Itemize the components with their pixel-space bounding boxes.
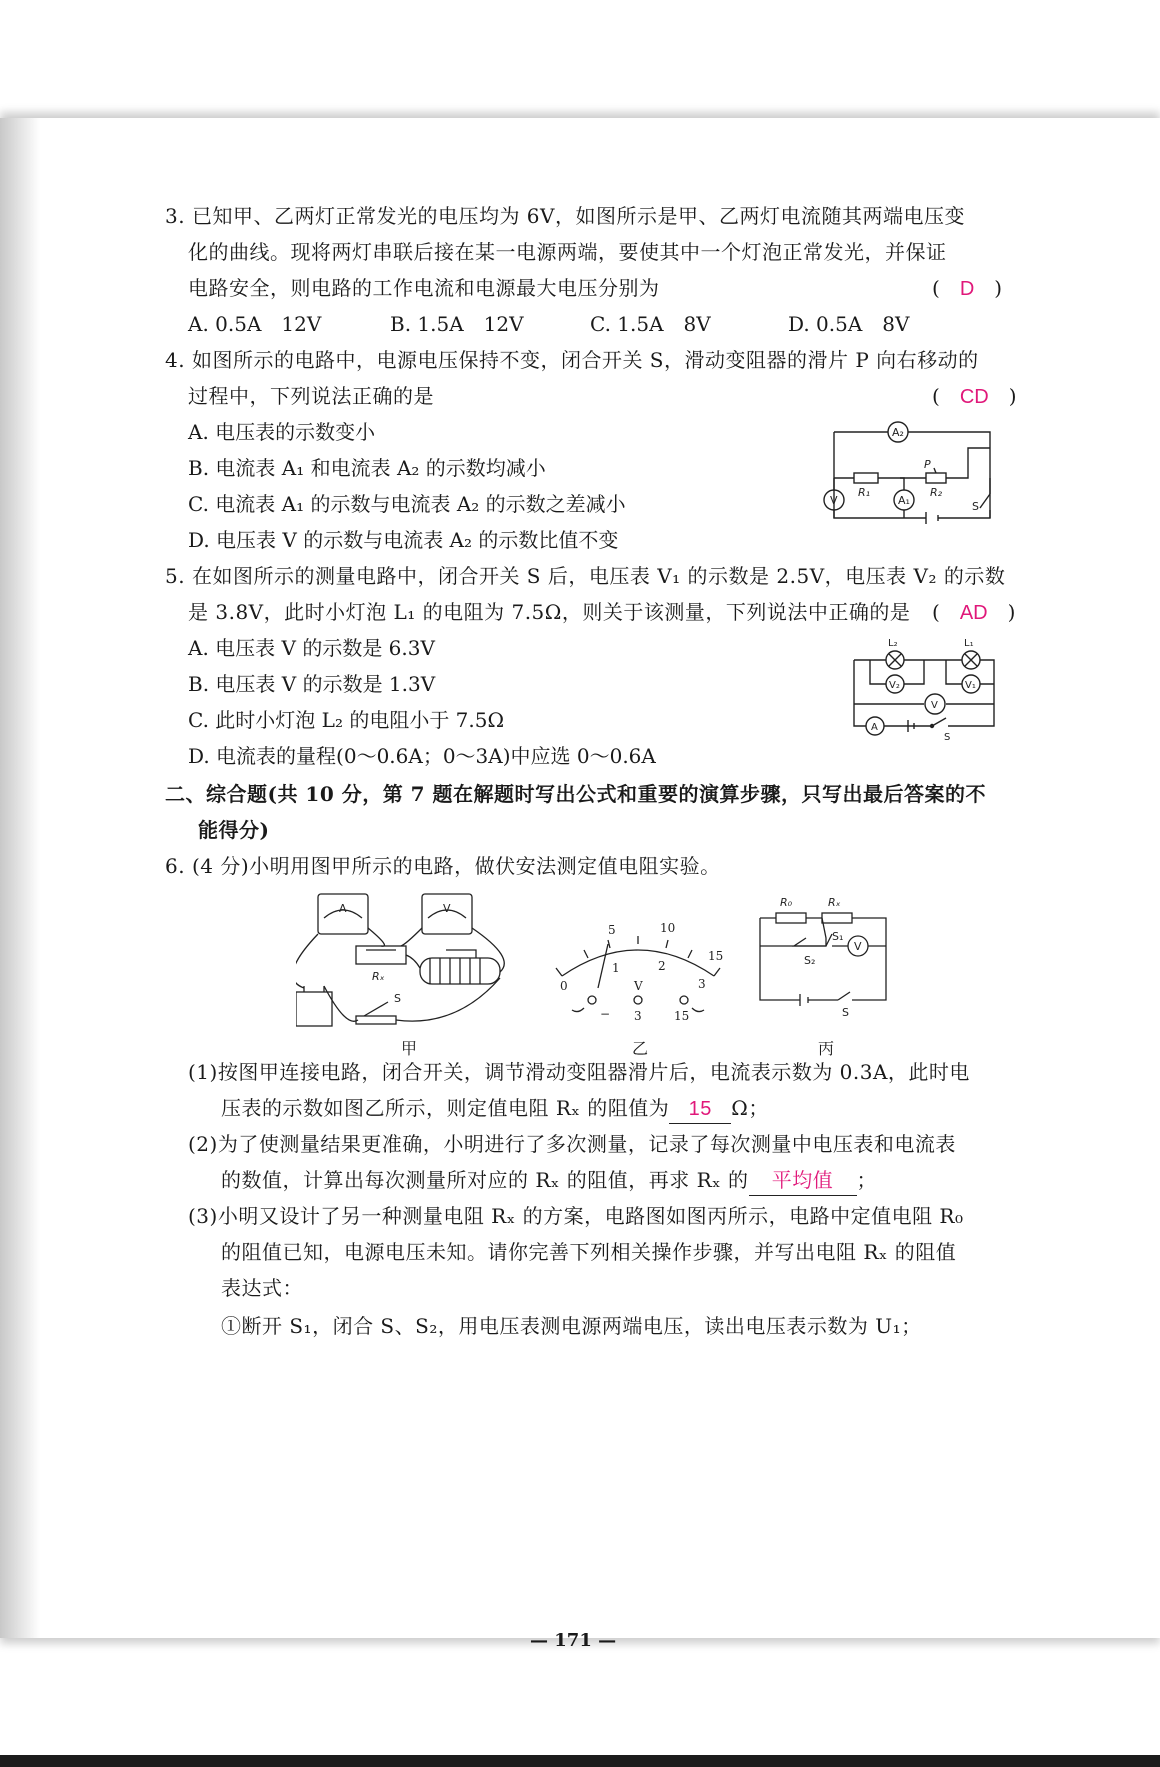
q6-part2-line2-end: ； xyxy=(856,1168,877,1192)
q5-option-c: C. 此时小灯泡 L₂ 的电阻小于 7.5Ω xyxy=(188,708,505,732)
q6-yi-tick-1: 1 xyxy=(612,961,620,975)
q5-fig-l1: L₁ xyxy=(964,638,974,649)
q5-fig-a: A xyxy=(871,722,878,733)
q6-part3-step1: ①断开 S₁，闭合 S、S₂，用电压表测电源两端电压，读出电压表示数为 U₁； xyxy=(221,1314,922,1338)
q6-caption-yi: 乙 xyxy=(632,1039,649,1058)
q6-part2-line2 xyxy=(221,1166,877,1196)
q6-jia-ammeter-label: A xyxy=(339,902,347,915)
q6-caption-jia: 甲 xyxy=(401,1039,418,1058)
q6-figure-yi-voltmeter-dial xyxy=(548,888,728,1038)
q6-figure-bing-circuit xyxy=(756,888,896,1028)
q6-part1-line2 xyxy=(221,1094,769,1124)
q4-fig-a1: A₁ xyxy=(898,494,910,507)
q4-circuit-diagram xyxy=(818,418,1000,540)
q5-line2: 是 3.8V，此时小灯泡 L₁ 的电阻为 7.5Ω，则关于该测量，下列说法中正确的是 xyxy=(188,600,911,624)
document-page xyxy=(0,118,1160,1651)
q6-yi-tick-3: 3 xyxy=(698,977,706,991)
q5-line1: 5. 在如图所示的测量电路中，闭合开关 S 后，电压表 V₁ 的示数是 2.5V，电压表 V₂ 的示数 xyxy=(165,564,1006,588)
q4-fig-a2: A₂ xyxy=(892,426,904,439)
q6-bing-s2: S₂ xyxy=(804,954,816,967)
bottom-bar xyxy=(0,1755,1160,1767)
q4-option-c: C. 电流表 A₁ 的示数与电流表 A₂ 的示数之差减小 xyxy=(188,492,626,516)
q6-caption-bing: 丙 xyxy=(818,1039,835,1058)
q5-option-b: B. 电压表 V 的示数是 1.3V xyxy=(188,672,436,696)
q6-yi-tick-2: 2 xyxy=(658,959,666,973)
q6-bing-v: V xyxy=(854,940,862,953)
q5-option-d: D. 电流表的量程(0～0.6A；0～3A)中应选 0～0.6A xyxy=(188,744,656,768)
q6-part1-line2-unit: Ω； xyxy=(731,1096,769,1120)
q5-circuit-diagram xyxy=(848,634,1000,744)
top-margin xyxy=(0,0,1160,115)
q3-answer-box: ( D ) xyxy=(932,276,1003,300)
q4-line1: 4. 如图所示的电路中，电源电压保持不变，闭合开关 S，滑动变阻器的滑片 P 向右移动的 xyxy=(165,348,979,372)
q4-option-b: B. 电流表 A₁ 和电流表 A₂ 的示数均减小 xyxy=(188,456,546,480)
q6-bing-r0: R₀ xyxy=(780,896,793,909)
q6-jia-voltmeter-label: V xyxy=(443,902,451,915)
q6-jia-switch-label: S xyxy=(394,992,401,1005)
q6-part3-line1: (3)小明又设计了另一种测量电阻 Rₓ 的方案，电路图如图丙所示，电路中定值电阻 R₀ xyxy=(188,1204,964,1228)
q4-answer: CD xyxy=(959,386,989,408)
q6-part3-line2: 的阻值已知，电源电压未知。请你完善下列相关操作步骤，并写出电阻 Rₓ 的阻值 xyxy=(221,1240,957,1264)
q5-fig-v1: V₁ xyxy=(965,680,976,691)
q3-answer: D xyxy=(959,278,975,300)
q5-answer-box: ( AD ) xyxy=(932,600,1016,624)
q6-bing-rx: Rₓ xyxy=(828,896,841,909)
q4-option-a: A. 电压表的示数变小 xyxy=(188,420,376,444)
q3-option-d: D. 0.5A 8V xyxy=(788,312,910,336)
q6-title: 6. (4 分)小明用图甲所示的电路，做伏安法测定值电阻实验。 xyxy=(165,854,721,878)
q3-option-b: B. 1.5A 12V xyxy=(390,312,524,336)
q6-part1-line2-text: 压表的示数如图乙所示，则定值电阻 Rₓ 的阻值为 xyxy=(221,1096,670,1120)
q6-yi-tick-15: 15 xyxy=(708,949,724,963)
q6-part2-answer-blank: 平均值 xyxy=(749,1167,857,1196)
q5-option-a: A. 电压表 V 的示数是 6.3V xyxy=(188,636,435,660)
q5-fig-v: V xyxy=(931,700,938,711)
q6-yi-terminal-15: 15 xyxy=(674,1009,690,1023)
q3-option-c: C. 1.5A 8V xyxy=(590,312,711,336)
q3-option-a: A. 0.5A 12V xyxy=(188,312,322,336)
page-number: — 171 — xyxy=(530,1630,617,1651)
q5-fig-l2: L₂ xyxy=(888,638,898,649)
q5-answer: AD xyxy=(959,602,988,624)
q6-part1-line1: (1)按图甲连接电路，闭合开关，调节滑动变阻器滑片后，电流表示数为 0.3A，此时电 xyxy=(188,1060,970,1084)
q6-yi-terminal-minus: − xyxy=(600,1007,611,1021)
q6-bing-s1: S₁ xyxy=(832,930,844,943)
q4-option-d: D. 电压表 V 的示数与电流表 A₂ 的示数比值不变 xyxy=(188,528,619,552)
q4-fig-r2: R₂ xyxy=(930,486,943,499)
q6-jia-rx-label: Rₓ xyxy=(372,970,385,983)
q6-yi-tick-5: 5 xyxy=(608,923,616,937)
q6-part1-answer-blank: 15 xyxy=(669,1095,731,1124)
q6-figure-jia-apparatus xyxy=(296,888,516,1038)
q5-fig-s: S xyxy=(944,732,951,743)
q4-line2: 过程中，下列说法正确的是 xyxy=(188,384,434,408)
q6-yi-unit-v: V xyxy=(634,979,643,993)
q6-part2-line1: (2)为了使测量结果更准确，小明进行了多次测量，记录了每次测量中电压表和电流表 xyxy=(188,1132,956,1156)
q6-yi-tick-0: 0 xyxy=(560,979,568,993)
q4-fig-r1: R₁ xyxy=(858,486,871,499)
q5-fig-v2: V₂ xyxy=(889,680,900,691)
q3-line2: 化的曲线。现将两灯串联后接在某一电源两端，要使其中一个灯泡正常发光，并保证 xyxy=(188,240,947,264)
q6-yi-terminal-3: 3 xyxy=(634,1009,642,1023)
q6-bing-s: S xyxy=(842,1006,849,1019)
section2-heading-line1: 二、综合题(共 10 分，第 7 题在解题时写出公式和重要的演算步骤，只写出最后答案的不 xyxy=(165,782,987,806)
q6-part2-line2-text: 的数值，计算出每次测量所对应的 Rₓ 的阻值，再求 Rₓ 的 xyxy=(221,1168,749,1192)
q4-fig-p: P xyxy=(924,458,931,471)
q4-fig-v: V xyxy=(830,494,838,507)
q4-fig-s: S xyxy=(972,500,979,513)
q6-part3-line3: 表达式： xyxy=(221,1276,303,1300)
q6-yi-tick-10: 10 xyxy=(660,921,676,935)
section2-heading-line2: 能得分) xyxy=(198,818,270,842)
q4-answer-box: ( CD ) xyxy=(932,384,1017,408)
q3-line1: 3. 已知甲、乙两灯正常发光的电压均为 6V，如图所示是甲、乙两灯电流随其两端电压变 xyxy=(165,204,965,228)
q3-line3: 电路安全，则电路的工作电流和电源最大电压分别为 xyxy=(188,276,660,300)
page-binding-shadow xyxy=(0,118,40,1638)
